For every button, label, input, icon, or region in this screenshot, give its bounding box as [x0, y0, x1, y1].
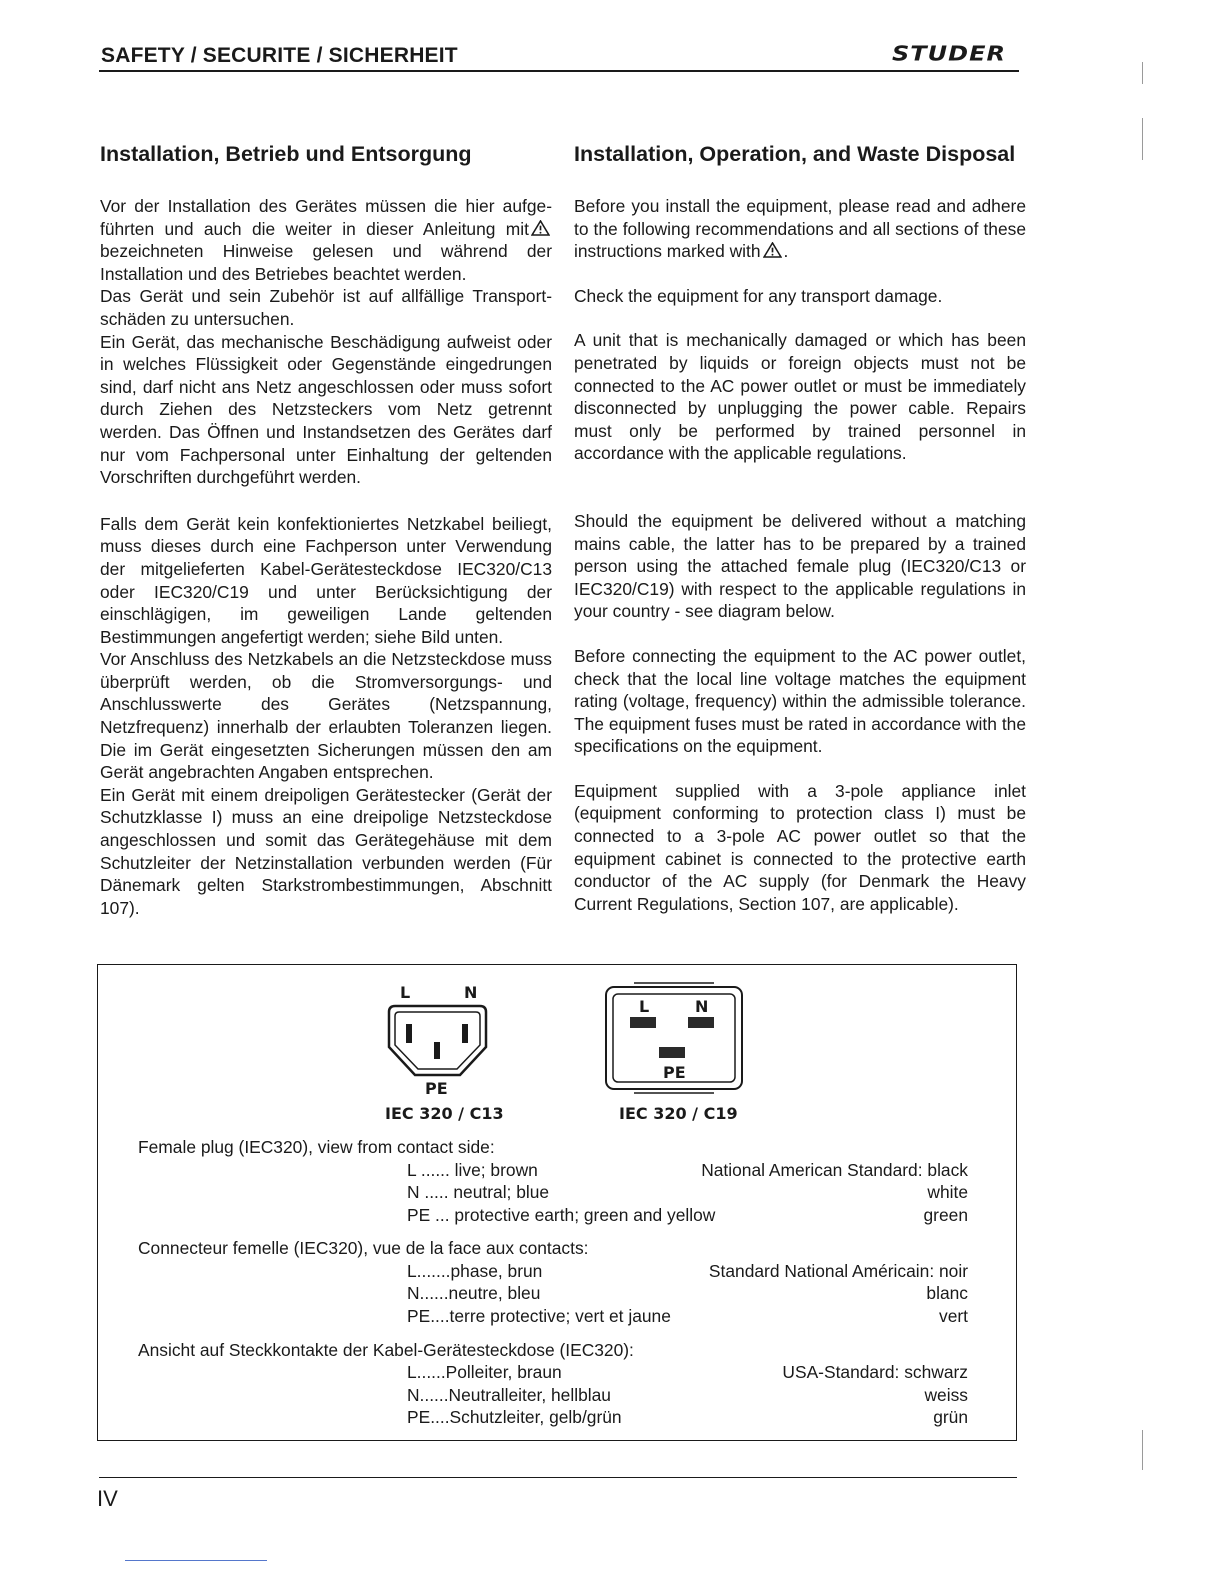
c13-label-pe: PE: [425, 1079, 448, 1098]
scan-margin-line: [1142, 1430, 1143, 1470]
legend-fr-l: L.......phase, brun: [407, 1261, 543, 1281]
warning-triangle-icon: [763, 242, 782, 258]
german-paragraph-2: Das Gerät und sein Zubehör ist auf allfällige Transport-schäden zu untersuchen.: [100, 286, 552, 329]
english-paragraph-5: Before connecting the equipment to the AC power outlet, check that the local line voltage matches the equipment rating (voltage, frequency) within the admissible tolerance. The equipment fuses must be rated in accordance with the specifications on the equipment.: [574, 645, 1026, 757]
legend-de-title: Ansicht auf Steckkontakte der Kabel-Gerätesteckdose (IEC320):: [138, 1340, 634, 1360]
page-header-title: SAFETY / SECURITE / SICHERHEIT: [101, 44, 458, 67]
legend-fr-std-l: Standard National Américain: noir: [708, 1261, 968, 1281]
c19-caption: IEC 320 / C19: [619, 1104, 738, 1123]
legend-de-std-l: USA-Standard: schwarz: [782, 1362, 968, 1382]
english-paragraph-4: Should the equipment be delivered without a matching mains cable, the latter has to be prepared by a trained person using the attached female plug (IEC320/C13 or IEC320/C19) with respect to the applicable regulations in your country - see diagram below.: [574, 510, 1026, 622]
legend-de-l: L......Polleiter, braun: [407, 1362, 562, 1382]
legend-fr-std-n: blanc: [926, 1283, 968, 1303]
german-paragraph-6: Ein Gerät mit einem dreipoligen Gerätestecker (Gerät der Schutzklasse I) muss an eine dreipolige Netzsteckdose angeschlossen und somit das Gerätegehäuse mit dem Schutzleiter der Netzinstallation verbunden werden (Für Dänemark gelten Starkstrombestimmungen, Abschnitt 107).: [100, 784, 552, 918]
legend-fr-n: N......neutre, bleu: [407, 1283, 541, 1303]
legend-en-n: N ..... neutral; blue: [407, 1182, 550, 1202]
c13-label-l: L: [400, 983, 411, 1002]
english-paragraph-3: A unit that is mechanically damaged or which has been penetrated by liquids or foreign objects must not be connected to the AC power outlet or must be immediately disconnected by unplugging the power cable. Repairs must only be performed by trained personnel in accordance with the applicable regulations.: [574, 330, 1026, 464]
legend-en-pe: PE ... protective earth; green and yellow: [407, 1205, 716, 1225]
german-paragraph-3: Ein Gerät, das mechanische Beschädigung aufweist oder in welches Flüssigkeit oder Gegenstände eingedrungen sind, darf nicht ans Netz angeschlossen oder muss sofort durch Ziehen des Netzsteckers vom Netz getrennt werden. Das Öffnen und Instandsetzen des Gerätes darf nur vom Fachpersonal unter Einhaltung der geltenden Vorschriften durchgeführt werden.: [100, 331, 552, 488]
legend-fr-title: Connecteur femelle (IEC320), vue de la face aux contacts:: [138, 1238, 589, 1258]
c19-label-n: N: [695, 997, 709, 1016]
scan-margin-line: [1142, 62, 1143, 84]
legend-de-std-n: weiss: [924, 1385, 968, 1405]
c19-label-pe: PE: [663, 1063, 686, 1082]
english-heading: Installation, Operation, and Waste Disposal: [574, 142, 1016, 166]
german-paragraph-5: Vor Anschluss des Netzkabels an die Netzsteckdose muss überprüft werden, ob die Stromversorgungs- und Anschlusswerte des Gerätes (Netzspannung, Netzfrequenz) innerhalb der erlaubten Toleranzen liegen. Die im Gerät eingesetzten Sicherungen müssen den am Gerät angebrachten Angaben entsprechen.: [100, 649, 552, 783]
header-rule: [99, 70, 1019, 72]
c19-label-l: L: [639, 997, 650, 1016]
legend-fr-pe: PE....terre protective; vert et jaune: [407, 1306, 671, 1326]
plug-diagram-box: [97, 964, 1017, 1441]
c13-caption: IEC 320 / C13: [385, 1104, 504, 1123]
legend-fr-std-pe: vert: [939, 1306, 968, 1326]
scan-margin-line: [1142, 118, 1143, 160]
scan-artifact-line: [125, 1560, 267, 1561]
footer-rule: [99, 1477, 1017, 1478]
german-paragraph-1: Vor der Installation des Gerätes müssen die hier aufge-führten und auch die weiter in dieser Anleitung mitbezeichneten Hinweise gelesen und während der Installation und des Betriebes beachtet werden.: [100, 196, 552, 284]
english-paragraph-2: Check the equipment for any transport damage.: [574, 285, 943, 306]
legend-en-title: Female plug (IEC320), view from contact side:: [138, 1137, 495, 1157]
english-paragraph-6: Equipment supplied with a 3-pole appliance inlet (equipment conforming to protection class I) must be connected to a 3-pole AC power outlet so that the equipment cabinet is connected to the protective earth conductor of the AC supply (for Denmark the Heavy Current Regulations, Section 107, are applicable).: [574, 780, 1026, 914]
legend-en-std-pe: green: [923, 1205, 968, 1225]
c13-label-n: N: [464, 983, 478, 1002]
legend-de-n: N......Neutralleiter, hellblau: [407, 1385, 611, 1405]
legend-de-std-pe: grün: [933, 1407, 968, 1427]
english-column: [574, 142, 1026, 915]
legend-en-l: L ...... live; brown: [407, 1160, 538, 1180]
warning-triangle-icon: [531, 220, 550, 236]
page-number: IV: [97, 1486, 118, 1511]
legend-de-pe: PE....Schutzleiter, gelb/grün: [407, 1407, 622, 1427]
iec-c13-plug-icon: [385, 1003, 490, 1079]
legend-en-std-n: white: [927, 1182, 968, 1202]
legend-en-std-l: National American Standard: black: [701, 1160, 968, 1180]
studer-logo: STUDER: [892, 42, 1006, 66]
english-paragraph-1: Before you install the equipment, please read and adhere to the following recommendations and all sections of these instructions marked with .: [574, 196, 1026, 262]
german-column: [100, 142, 552, 919]
german-heading: Installation, Betrieb und Entsorgung: [100, 142, 472, 166]
german-paragraph-4: Falls dem Gerät kein konfektioniertes Netzkabel beiliegt, muss dieses durch eine Fachperson unter Verwendung der mitgelieferten Kabel-Gerätesteckdose IEC320/C13 oder IEC320/C19 und unter Berücksichtigung der einschlägigen, im geweiligen Lande geltenden Bestimmungen angefertigt werden; siehe Bild unten.: [100, 513, 552, 647]
